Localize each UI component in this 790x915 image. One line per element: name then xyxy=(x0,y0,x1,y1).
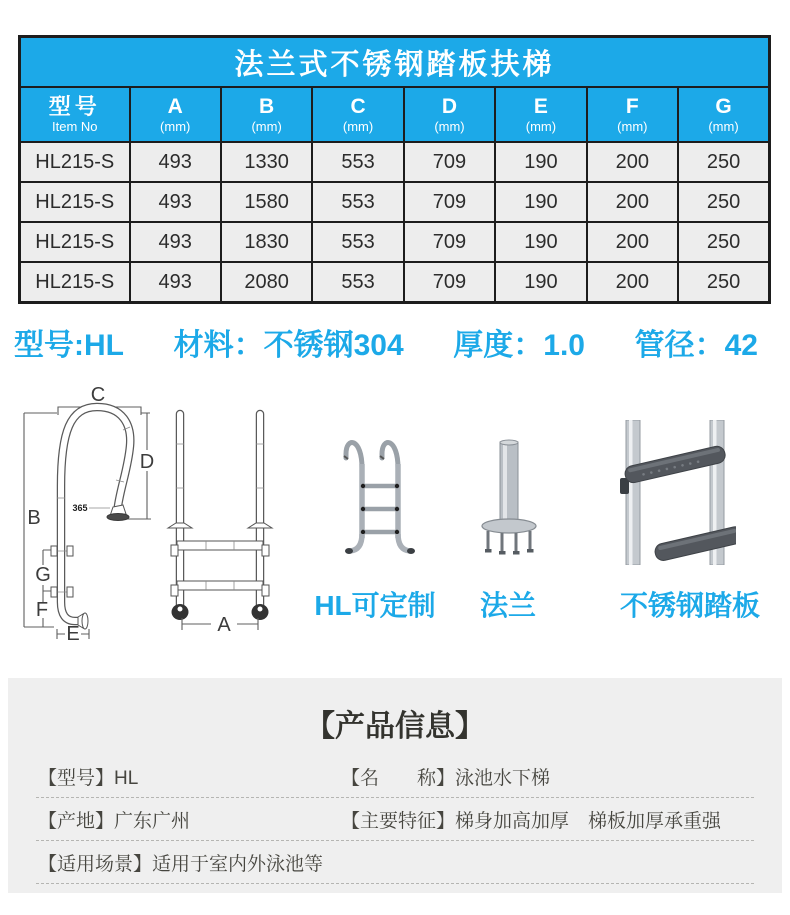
info-value: 梯身加高加厚 梯板加厚承重强 xyxy=(455,811,722,832)
info-label: 【名 称】 xyxy=(341,768,456,789)
table-cell: 709 xyxy=(404,222,495,262)
caption-customizable: HL可定制 xyxy=(314,590,436,621)
flange-post xyxy=(500,442,518,522)
foot-tip xyxy=(345,548,353,554)
table-cell: HL215-S xyxy=(20,182,130,222)
dim-label-a: A xyxy=(217,614,231,636)
col-header-d xyxy=(404,87,495,142)
dim-label-g: G xyxy=(35,564,51,586)
info-cell xyxy=(341,763,752,790)
ladder-foot xyxy=(398,534,410,551)
col-header-e xyxy=(495,87,586,142)
col-header-label: C xyxy=(350,95,366,118)
table-cell: HL215-S xyxy=(20,262,130,303)
table-cell: 250 xyxy=(678,182,769,222)
info-label: 【产地】 xyxy=(38,811,115,832)
dim-label-e: E xyxy=(66,623,80,645)
table-row xyxy=(20,182,770,222)
escutcheon xyxy=(248,523,272,528)
dim-label-b: B xyxy=(27,507,41,529)
info-value: 泳池水下梯 xyxy=(455,768,551,789)
table-cell: 200 xyxy=(587,222,678,262)
col-header-sub: (mm) xyxy=(617,119,648,134)
table-cell: 493 xyxy=(130,142,221,182)
table-cell: 200 xyxy=(587,142,678,182)
info-label: 【主要特征】 xyxy=(341,811,456,832)
post-highlight xyxy=(503,443,507,521)
table-cell: 709 xyxy=(404,262,495,303)
col-header-sub: (mm) xyxy=(708,119,739,134)
photo-tread xyxy=(614,420,736,565)
anchor-clamp xyxy=(51,587,57,597)
ladder-steps xyxy=(362,486,398,532)
dimension-drawing xyxy=(10,380,300,660)
col-header-sub: (mm) xyxy=(434,119,465,134)
table-title-row xyxy=(20,37,770,88)
col-header-label: F xyxy=(625,95,639,118)
product-info-rows xyxy=(36,755,754,884)
wall-flange-disc xyxy=(82,613,88,629)
table-cell: 250 xyxy=(678,222,769,262)
col-header-sub: (mm) xyxy=(160,119,191,134)
anchor-clamp xyxy=(67,587,73,597)
table-cell: 200 xyxy=(587,182,678,222)
col-header-item-no xyxy=(20,87,130,142)
info-cell xyxy=(38,849,323,876)
info-cell xyxy=(38,806,341,833)
spec-summary-line xyxy=(14,320,758,364)
info-row xyxy=(36,755,754,798)
rail-highlight xyxy=(629,420,633,565)
step-tread xyxy=(177,541,263,550)
table-cell: 190 xyxy=(495,262,586,303)
table-cell: 200 xyxy=(587,262,678,303)
col-header-g xyxy=(678,87,769,142)
col-header-label: G xyxy=(715,95,732,118)
photo-ladder xyxy=(340,416,420,566)
col-header-sub: (mm) xyxy=(525,119,557,134)
foot-tip xyxy=(407,548,415,554)
table-cell: 1330 xyxy=(221,142,312,182)
table-cell: 553 xyxy=(312,142,403,182)
product-info-title: 【产品信息】 xyxy=(305,710,485,743)
info-cell xyxy=(38,763,341,790)
info-row xyxy=(36,798,754,841)
caption-flange: 法兰 xyxy=(479,590,536,621)
table-cell: 1580 xyxy=(221,182,312,222)
spec-thickness: 厚度：1.0 xyxy=(453,329,585,362)
rail-foot xyxy=(172,604,189,620)
table-cell: 190 xyxy=(495,222,586,262)
spec-model: 型号:HL xyxy=(14,329,124,362)
table-cell: 250 xyxy=(678,262,769,303)
col-header-sub: Item No xyxy=(51,119,98,134)
col-header-label: 型号 xyxy=(48,94,101,119)
table-cell: 709 xyxy=(404,182,495,222)
step-clamp xyxy=(171,545,178,556)
table-cell: 553 xyxy=(312,262,403,303)
table-row xyxy=(20,262,770,303)
dim-label-f: F xyxy=(35,599,49,621)
table-cell: 493 xyxy=(130,262,221,303)
step-clamp xyxy=(171,585,178,596)
col-header-sub: (mm) xyxy=(251,119,282,134)
info-label: 【适用场景】 xyxy=(38,854,153,875)
col-header-b xyxy=(221,87,312,142)
spec-table xyxy=(18,35,771,304)
rail-foot xyxy=(252,604,269,620)
col-header-label: E xyxy=(533,95,548,118)
escutcheon xyxy=(168,523,192,528)
info-row xyxy=(36,841,754,884)
table-cell: 553 xyxy=(312,182,403,222)
table-cell: 709 xyxy=(404,142,495,182)
col-header-f xyxy=(587,87,678,142)
rail-foot-hole xyxy=(258,607,263,612)
anchor-clamp xyxy=(51,546,57,556)
col-header-label: A xyxy=(167,95,183,118)
table-title: 法兰式不锈钢踏板扶梯 xyxy=(20,37,770,88)
table-cell: 1830 xyxy=(221,222,312,262)
caption-tread: 不锈钢踏板 xyxy=(619,590,760,621)
table-cell: HL215-S xyxy=(20,222,130,262)
col-header-sub: (mm) xyxy=(342,119,374,134)
dim-label-c: C xyxy=(90,384,106,406)
floor-flange-disc xyxy=(107,514,129,521)
table-cell: 2080 xyxy=(221,262,312,303)
ladder-foot xyxy=(350,534,362,551)
step-clamp xyxy=(262,545,269,556)
info-value: 适用于室内外泳池等 xyxy=(152,854,324,875)
step-clamp xyxy=(262,585,269,596)
col-header-label: D xyxy=(441,95,458,118)
spec-diameter: 管径：42 xyxy=(634,329,758,362)
dim-label-depth: 365 xyxy=(72,503,88,513)
rail-foot-hole xyxy=(178,607,183,612)
table-cell: 190 xyxy=(495,142,586,182)
dim-label-d: D xyxy=(139,451,155,473)
spec-material: 材料：不锈钢304 xyxy=(173,329,404,362)
product-info-section xyxy=(8,678,782,893)
anchor-clamp xyxy=(67,546,73,556)
info-label: 【型号】 xyxy=(38,768,115,789)
table-header-row xyxy=(20,87,770,142)
col-header-a xyxy=(130,87,221,142)
flange-disc xyxy=(482,519,536,533)
table-cell: 493 xyxy=(130,182,221,222)
table-row xyxy=(20,142,770,182)
table-cell: 250 xyxy=(678,142,769,182)
info-value: 广东广州 xyxy=(114,811,191,832)
info-cell xyxy=(341,806,752,833)
table-cell: 493 xyxy=(130,222,221,262)
bolt-heads xyxy=(485,549,534,555)
rail-joints xyxy=(176,444,264,488)
table-cell: HL215-S xyxy=(20,142,130,182)
table-cell: 190 xyxy=(495,182,586,222)
col-header-label: B xyxy=(259,95,275,118)
step-tread xyxy=(177,581,263,590)
col-header-c xyxy=(312,87,403,142)
photo-flange xyxy=(478,438,540,558)
post-top xyxy=(500,440,518,445)
table-row xyxy=(20,222,770,262)
table-cell: 553 xyxy=(312,222,403,262)
flange-bolts xyxy=(488,531,530,552)
info-value: HL xyxy=(114,768,139,789)
